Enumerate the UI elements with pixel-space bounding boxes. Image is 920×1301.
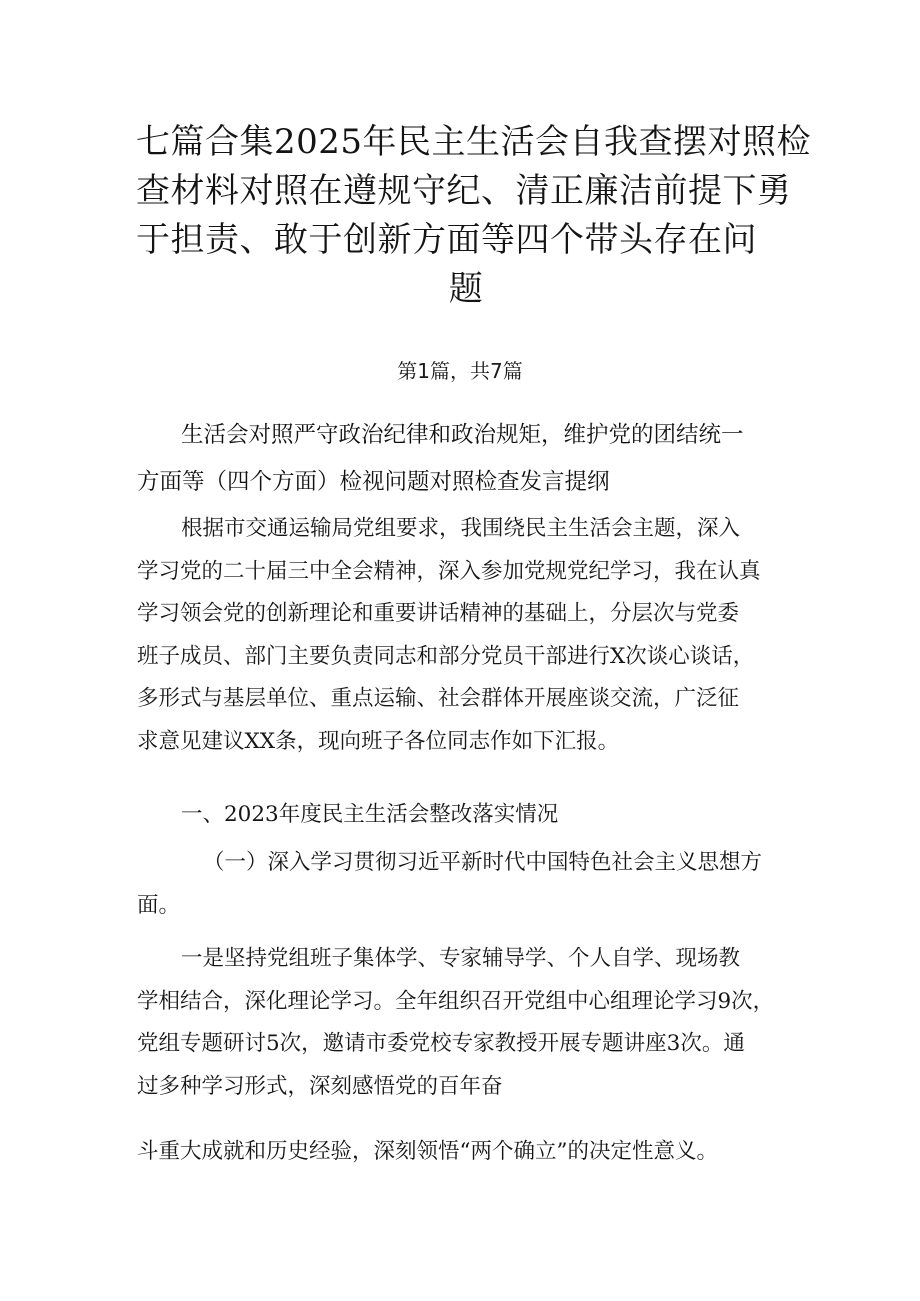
heading-level-1 bbox=[137, 794, 807, 837]
document-title bbox=[136, 118, 812, 314]
title-line: 于担责、敢于创新方面等四个带头存在问 bbox=[136, 220, 757, 260]
paragraph-line: 党组专题研讨5次，邀请市委党校专家教授开展专题讲座3次。通 bbox=[137, 1031, 745, 1056]
paragraph-line: 斗重大成就和历史经验，深刻领悟“两个确立”的决定性意义。 bbox=[137, 1139, 718, 1164]
section-heading-line: 生活会对照严守政治纪律和政治规矩，维护党的团结统一 bbox=[181, 422, 744, 448]
paragraph-intro bbox=[137, 508, 807, 763]
part-indicator: 第1篇，共7篇 bbox=[397, 359, 523, 383]
title-line: 七篇合集2025年民主生活会自我查摆对照检 bbox=[136, 122, 812, 162]
title-line: 查材料对照在遵规守纪、清正廉洁前提下勇 bbox=[136, 171, 792, 211]
paragraph-line: 求意见建议XX条，现向班子各位同志作如下汇报。 bbox=[137, 728, 620, 754]
paragraph-line: 根据市交通运输局党组要求，我围绕民主生活会主题，深入 bbox=[181, 516, 741, 541]
paragraph-line: 班子成员、部门主要负责同志和部分党员干部进行X次谈心谈话， bbox=[137, 643, 755, 669]
title-line: 题 bbox=[448, 269, 484, 309]
paragraph-continuation bbox=[137, 1131, 807, 1174]
paragraph-line: 学习党的二十届三中全会精神，深入参加党规党纪学习，我在认真 bbox=[137, 558, 761, 584]
section-heading-line: 方面等（四个方面）检视问题对照检查发言提纲 bbox=[137, 469, 610, 495]
heading-line: 一、2023年度民主生活会整改落实情况 bbox=[181, 802, 559, 827]
section-heading bbox=[137, 412, 807, 506]
paragraph-line: 学相结合，深化理论学习。全年组织召开党组中心组理论学习9次， bbox=[137, 988, 775, 1014]
subheading-line: （一）深入学习贯彻习近平新时代中国特色社会主义思想方 bbox=[203, 850, 763, 875]
subheading bbox=[137, 842, 807, 927]
paragraph-study bbox=[137, 938, 807, 1108]
paragraph-line: 学习领会党的创新理论和重要讲话精神的基础上，分层次与党委 bbox=[137, 601, 740, 626]
subheading-line: 面。 bbox=[137, 892, 181, 918]
paragraph-line: 多形式与基层单位、重点运输、社会群体开展座谈交流，广泛征 bbox=[137, 686, 740, 711]
paragraph-line: 一是坚持党组班子集体学、专家辅导学、个人自学、现场教 bbox=[181, 946, 741, 971]
paragraph-line: 过多种学习形式，深刻感悟党的百年奋 bbox=[137, 1073, 503, 1099]
